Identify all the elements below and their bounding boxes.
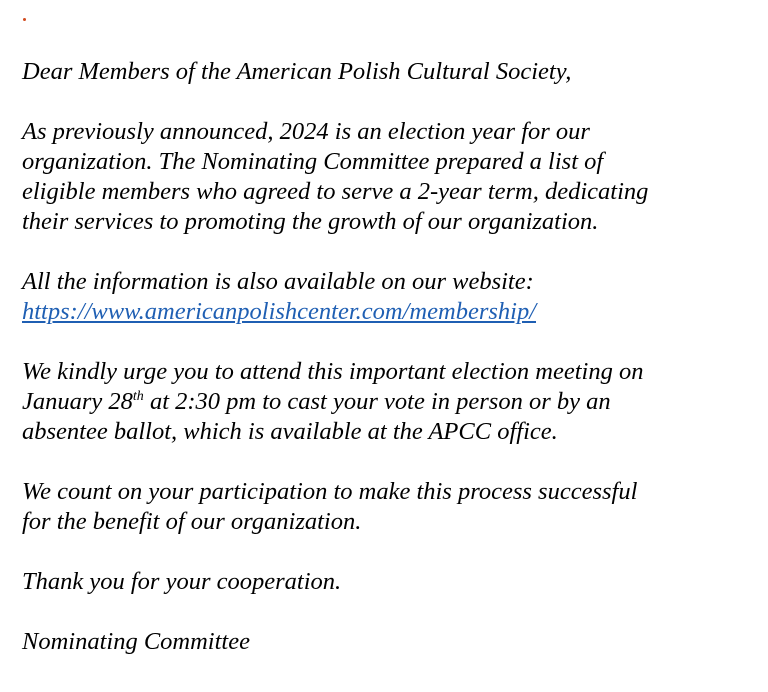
- signature: [22, 627, 752, 657]
- stray-mark: [23, 18, 26, 21]
- paragraph-line: All the information is also available on our website:: [22, 268, 534, 295]
- paragraph-meeting: [22, 357, 752, 447]
- paragraph-participation: [22, 477, 752, 537]
- paragraph-line: As previously announced, 2024 is an election year for our: [22, 118, 590, 145]
- paragraph-line: organization. The Nominating Committee prepared a list of: [22, 148, 604, 175]
- date-ordinal-suffix: th: [132, 388, 144, 404]
- paragraph-line: for the benefit of our organization.: [22, 508, 362, 535]
- greeting: [22, 57, 752, 87]
- letter-body: [22, 57, 752, 687]
- website-link[interactable]: https://www.americanpolishcenter.com/membership/: [22, 298, 536, 325]
- paragraph-line: eligible members who agreed to serve a 2-year term, dedicating: [22, 178, 649, 205]
- meeting-time-text: at 2:30 pm to cast your vote in person or by an: [143, 388, 611, 415]
- website-link-line: [22, 297, 752, 327]
- meeting-date: January 28: [22, 388, 133, 415]
- paragraph-line: their services to promoting the growth of our organization.: [22, 208, 599, 235]
- meeting-date-line: [22, 387, 752, 417]
- greeting-line: Dear Members of the American Polish Cultural Society,: [22, 58, 572, 85]
- signature-line: Nominating Committee: [22, 628, 250, 655]
- thanks-line: Thank you for your cooperation.: [22, 568, 342, 595]
- paragraph-line: We kindly urge you to attend this important election meeting on: [22, 358, 644, 385]
- paragraph-announcement: [22, 117, 752, 237]
- closing-thanks: [22, 567, 752, 597]
- paragraph-line: We count on your participation to make this process successful: [22, 478, 638, 505]
- paragraph-line: absentee ballot, which is available at the APCC office.: [22, 418, 558, 445]
- paragraph-website: [22, 267, 752, 327]
